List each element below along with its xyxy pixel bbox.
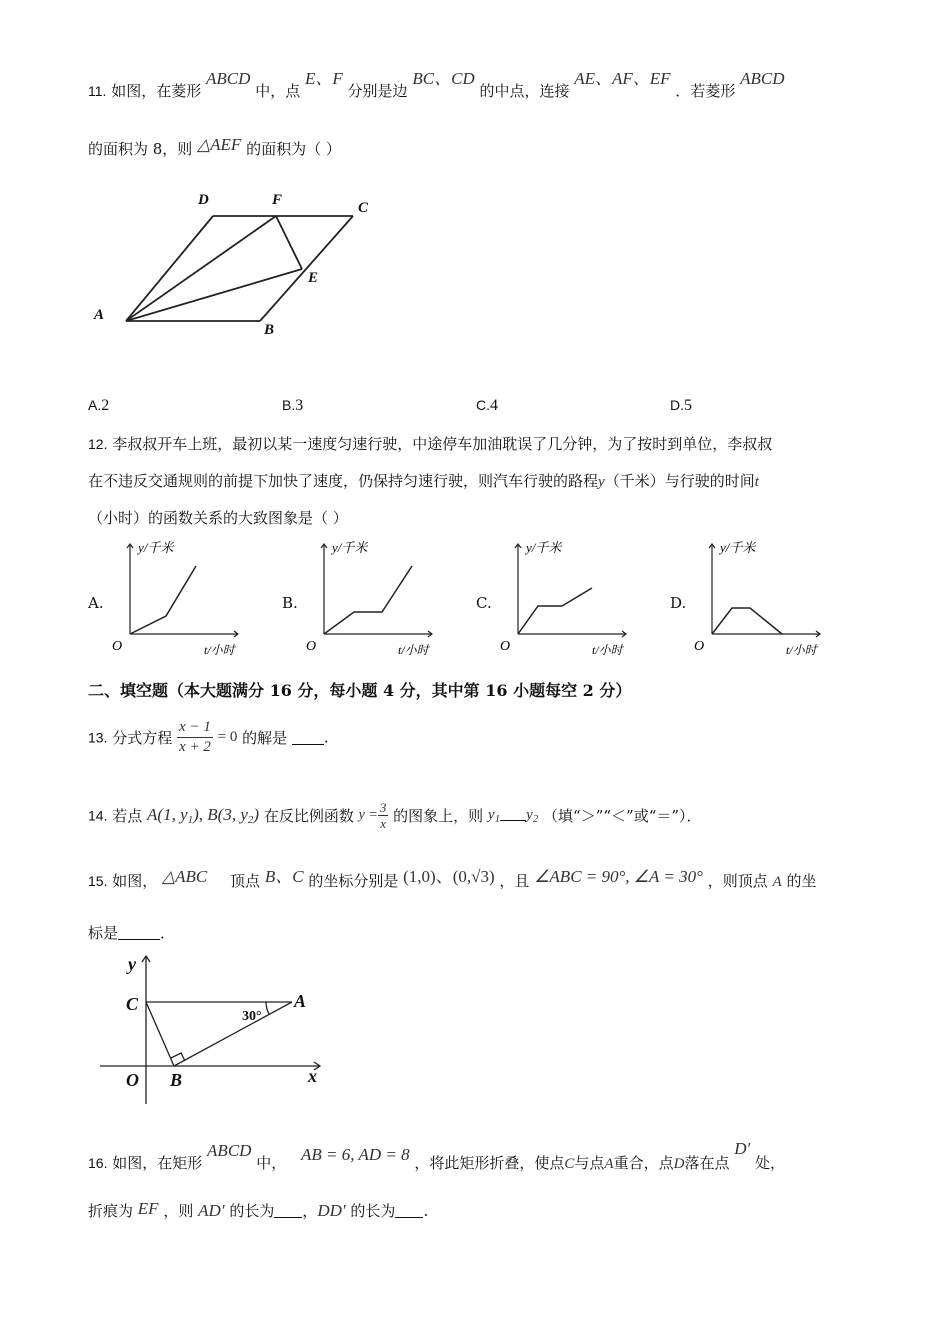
- q11-option-b[interactable]: B.3: [282, 397, 304, 414]
- q12-option-c-letter: C.: [476, 594, 492, 612]
- fig-x: x: [308, 1066, 317, 1086]
- q14-answer-blank[interactable]: [500, 810, 526, 821]
- svg-text:t/小时: t/小时: [398, 643, 429, 657]
- q15-line2: 标是 ．: [88, 924, 176, 942]
- label-E: E: [308, 270, 319, 286]
- fig-y: y: [128, 954, 136, 974]
- q12-number: 12.: [88, 436, 108, 452]
- q15-figure: [96, 950, 336, 1110]
- q15-answer-blank[interactable]: [118, 925, 160, 940]
- fig-B: B: [170, 1070, 183, 1090]
- q12-option-a[interactable]: [88, 538, 248, 658]
- q12-stem-line3: （小时）的函数关系的大致图象是（ ）: [88, 509, 348, 527]
- label-D: D: [198, 192, 209, 208]
- q11-rhombus: ABCD: [206, 69, 251, 88]
- svg-text:O: O: [694, 639, 705, 654]
- q14: 14. 若点 A(1, $y_1$), B(3, $y_2$) 在反比例函数 y = $\frac{3}{x}$ 的图象上，则 $y_1$ $y_2$ （填“＞”“＜”或“＝”）．: [88, 800, 702, 831]
- fig-C: C: [126, 994, 139, 1014]
- q13: 13. 分式方程 $\frac{x - 1}{x + 2}$ = 0 的解是 .: [88, 719, 329, 755]
- q16-answer-blank-1[interactable]: [274, 1203, 302, 1218]
- svg-text:y/千米: y/千米: [332, 540, 368, 555]
- q16-line1: 16. 如图，在矩形 ABCD 中， AB = 6, AD = 8 ，将此矩形折叠，使点C与点A重合，点D落在点 D′ 处，: [88, 1139, 786, 1172]
- q13-answer-blank[interactable]: [292, 730, 324, 745]
- q14-fraction: $\frac{3}{x}$: [379, 800, 387, 831]
- fig-angle: 30°: [242, 1009, 262, 1024]
- fig-O: O: [126, 1070, 139, 1090]
- svg-text:t/小时: t/小时: [592, 643, 623, 657]
- q11-rhombus-figure: [88, 182, 388, 342]
- svg-text:O: O: [306, 639, 317, 654]
- label-B: B: [264, 322, 275, 338]
- label-A: A: [94, 307, 105, 323]
- q11-option-d[interactable]: D.5: [670, 397, 692, 414]
- graph-c: [496, 538, 636, 658]
- svg-text:t/小时: t/小时: [204, 643, 235, 657]
- q11-number: 11.: [88, 83, 107, 99]
- q16-answer-blank-2[interactable]: [395, 1203, 423, 1218]
- q12-option-d-letter: D.: [670, 594, 687, 612]
- q11-stem-line1: 11. 如图，在菱形 ABCD 中，点 E、F 分别是边 BC、CD 的中点，连接 AE、AF、EF ．若菱形 ABCD: [88, 69, 785, 100]
- svg-text:y/千米: y/千米: [720, 540, 756, 555]
- svg-text:y/千米: y/千米: [138, 540, 174, 555]
- q16-number: 16.: [88, 1155, 108, 1171]
- section-heading: 二、填空题（本大题满分 16 分，每小题 4 分，其中第 16 小题每空 2 分）: [88, 681, 632, 700]
- q11-option-a[interactable]: A.2: [88, 397, 110, 414]
- q12-option-d[interactable]: [670, 538, 830, 658]
- q11-option-c[interactable]: C.4: [476, 397, 498, 414]
- q15-number: 15.: [88, 873, 108, 889]
- q13-number: 13.: [88, 729, 108, 746]
- q12-option-c[interactable]: [476, 538, 636, 658]
- graph-a: [108, 538, 248, 658]
- q15-line1: 15. 如图， △ABC 顶点 B、C 的坐标分别是 (1,0)、(0,√3) ，且 ∠ABC = 90°, ∠A = 30° ，则顶点 A 的坐: [88, 867, 817, 890]
- graph-d: [690, 538, 830, 658]
- svg-text:y/千米: y/千米: [526, 540, 562, 555]
- q12-option-a-letter: A.: [88, 594, 104, 612]
- label-F: F: [272, 192, 283, 208]
- q13-fraction: $\frac{x - 1}{x + 2}$: [179, 719, 211, 755]
- q12-stem-line1: 12. 李叔叔开车上班，最初以某一速度匀速行驶，中途停车加油耽误了几分钟，为了按时到单位，李叔叔: [88, 435, 773, 453]
- svg-text:t/小时: t/小时: [786, 643, 817, 657]
- q12-option-b[interactable]: [282, 538, 442, 658]
- graph-b: [302, 538, 442, 658]
- q12-stem-line2: 在不违反交通规则的前提下加快了速度，仍保持匀速行驶，则汽车行驶的路程y（千米）与行驶的时间t: [88, 472, 759, 490]
- svg-text:O: O: [500, 639, 511, 654]
- q11-stem-line2: 的面积为 8，则 △AEF 的面积为（ ）: [88, 135, 341, 158]
- q16-line2: 折痕为 EF ，则 AD′ 的长为 ，DD′ 的长为 .: [88, 1199, 429, 1220]
- fig-A: A: [294, 991, 307, 1011]
- svg-text:O: O: [112, 639, 123, 654]
- q14-number: 14.: [88, 807, 108, 824]
- label-C: C: [358, 200, 369, 216]
- q12-option-b-letter: B.: [282, 594, 298, 612]
